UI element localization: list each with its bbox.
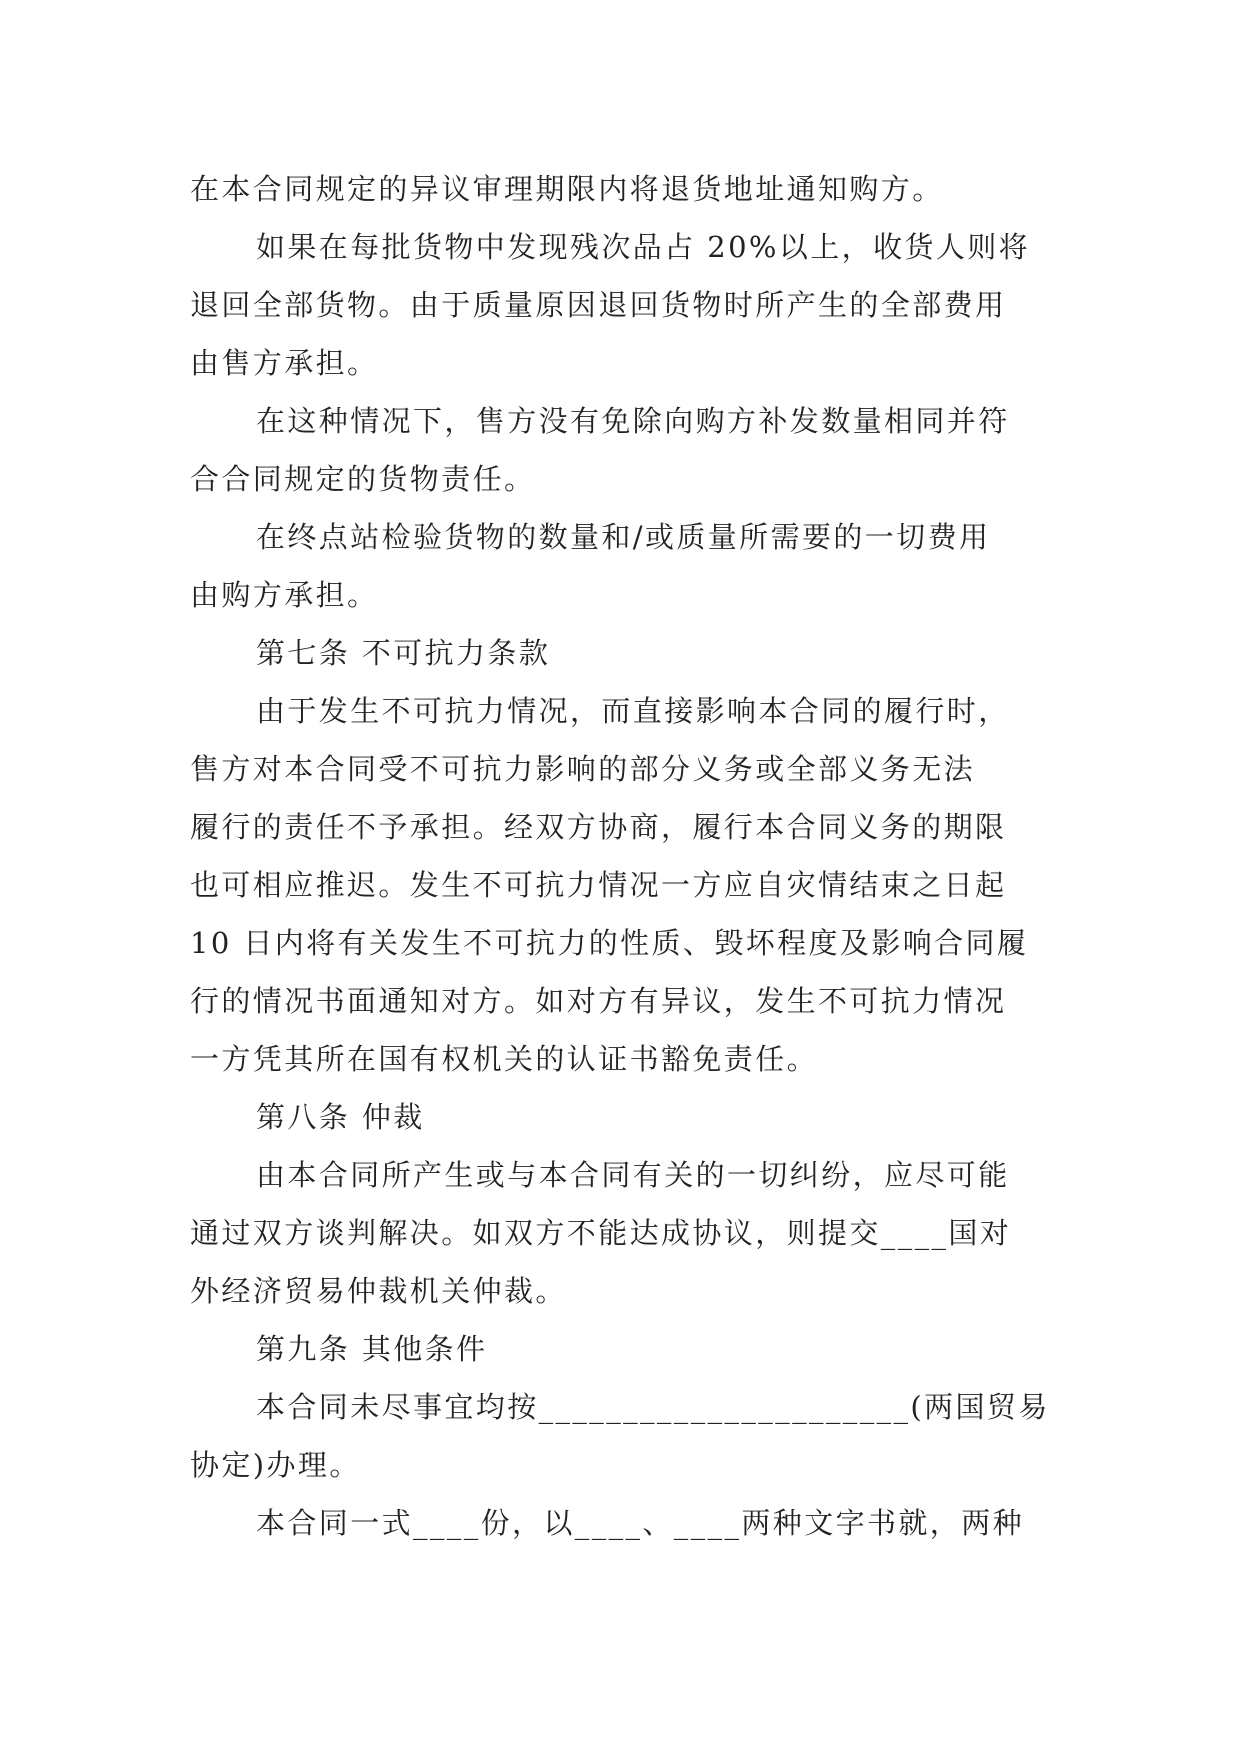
document-page [190, 160, 1052, 1552]
paragraph-line: 退回全部货物。由于质量原因退回货物时所产生的全部费用 [190, 288, 1007, 322]
paragraph-line: 10 日内将有关发生不可抗力的性质、毁坏程度及影响合同履 [190, 926, 1029, 960]
paragraph-line: 协定)办理。 [190, 1448, 361, 1482]
paragraph-line: 一方凭其所在国有权机关的认证书豁免责任。 [190, 1042, 819, 1076]
paragraph-line: 如果在每批货物中发现残次品占 20%以上，收货人则将 [256, 230, 1031, 264]
paragraph-line: 合合同规定的货物责任。 [190, 462, 536, 496]
paragraph-line: 在终点站检验货物的数量和/或质量所需要的一切费用 [256, 520, 991, 554]
paragraph-line: 本合同未尽事宜均按______________________(两国贸易 [256, 1390, 1050, 1424]
section-heading-article-7: 第七条 不可抗力条款 [256, 636, 551, 670]
paragraph-line: 行的情况书面通知对方。如对方有异议，发生不可抗力情况 [190, 984, 1007, 1018]
paragraph-line: 在本合同规定的异议审理期限内将退货地址通知购方。 [190, 172, 944, 206]
paragraph-line: 本合同一式____份，以____、____两种文字书就，两种 [256, 1506, 1025, 1540]
paragraph-line: 由于发生不可抗力情况，而直接影响本合同的履行时， [256, 694, 1010, 728]
paragraph-line: 外经济贸易仲裁机关仲裁。 [190, 1274, 567, 1308]
section-heading-article-9: 第九条 其他条件 [256, 1332, 488, 1366]
paragraph-line: 也可相应推迟。发生不可抗力情况一方应自灾情结束之日起 [190, 868, 1007, 902]
paragraph-line: 由购方承担。 [190, 578, 379, 612]
paragraph-line: 履行的责任不予承担。经双方协商，履行本合同义务的期限 [190, 810, 1007, 844]
paragraph-line: 售方对本合同受不可抗力影响的部分义务或全部义务无法 [190, 752, 976, 786]
paragraph-line: 由本合同所产生或与本合同有关的一切纠纷，应尽可能 [256, 1158, 1010, 1192]
paragraph-line: 通过双方谈判解决。如双方不能达成协议，则提交____国对 [190, 1216, 1012, 1250]
paragraph-line: 在这种情况下，售方没有免除向购方补发数量相同并符 [256, 404, 1010, 438]
section-heading-article-8: 第八条 仲裁 [256, 1100, 425, 1134]
paragraph-line: 由售方承担。 [190, 346, 379, 380]
